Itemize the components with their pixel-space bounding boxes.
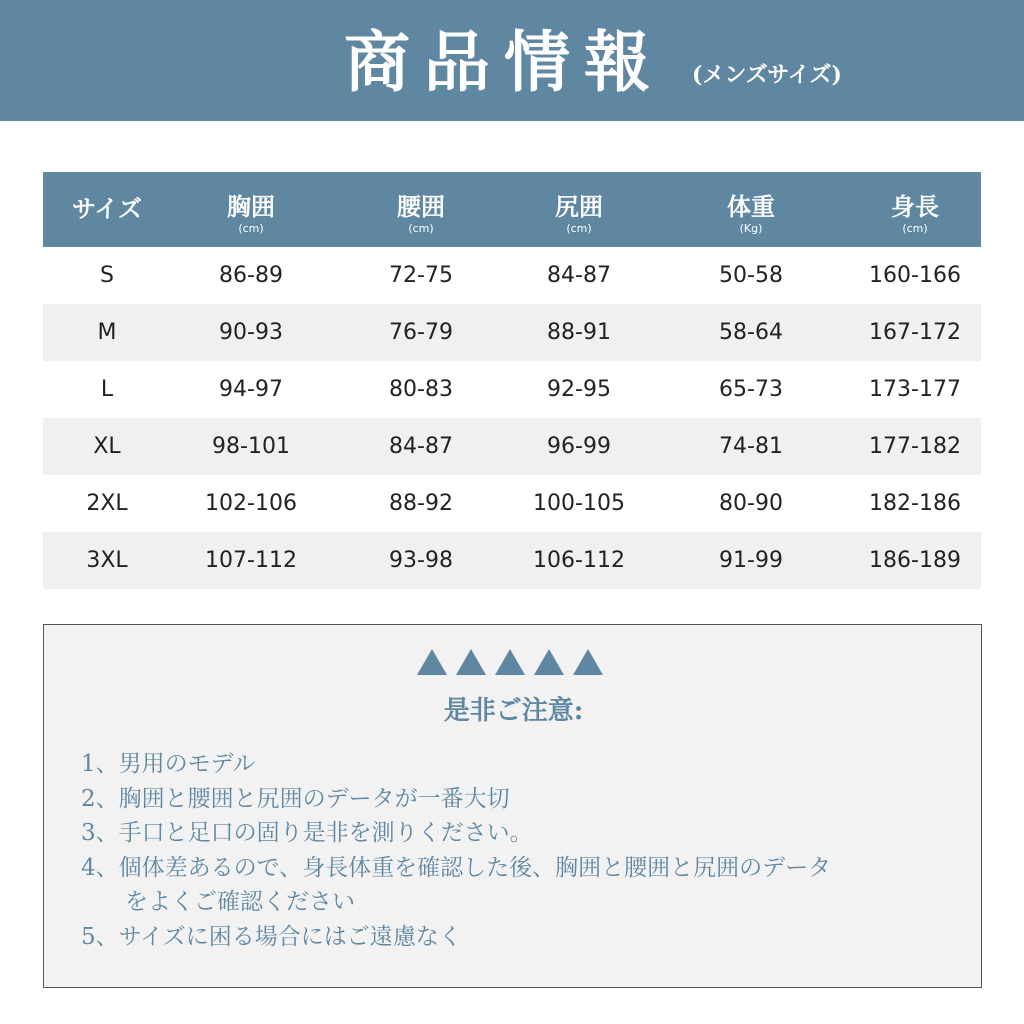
page-title: 商品情報 [344,23,664,101]
chest-cell: 94-97 [219,377,283,402]
notice-item: 1、男用のモデル [81,751,256,777]
chest-cell: 107-112 [205,548,297,573]
warning-triangle-icon [495,649,525,675]
table-row [43,247,981,304]
height-cell: 167-172 [869,320,961,345]
header-weight [671,172,831,247]
table-row [43,418,981,475]
hip-cell: 96-99 [547,434,611,459]
header-label: 体重 [727,192,775,221]
hip-cell: 100-105 [533,491,625,516]
header-hip [499,172,659,247]
size-cell: 3XL [86,548,128,573]
size-cell: 2XL [86,491,128,516]
hip-cell: 92-95 [547,377,611,402]
notice-list [81,747,961,954]
chest-cell: 102-106 [205,491,297,516]
header-unit: (cm) [902,222,928,235]
weight-cell: 50-58 [719,263,783,288]
header-height [835,172,995,247]
chest-cell: 90-93 [219,320,283,345]
header-size [43,172,171,247]
height-cell: 186-189 [869,548,961,573]
notice-item: をよくご確認ください [125,889,355,915]
table-row [43,304,981,361]
weight-cell: 80-90 [719,491,783,516]
header-unit: (cm) [238,222,264,235]
warning-triangle-icon [573,649,603,675]
size-table-body [43,247,981,589]
page-subtitle: (メンズサイズ) [692,62,842,88]
header-label: 身長 [891,192,939,221]
height-cell: 182-186 [869,491,961,516]
waist-cell: 80-83 [389,377,453,402]
header-unit: (cm) [566,222,592,235]
notice-title: 是非ご注意: [443,696,584,726]
size-table-header [43,172,981,247]
warning-triangle-icon [456,649,486,675]
table-row [43,532,981,589]
size-cell: L [100,377,114,402]
weight-cell: 65-73 [719,377,783,402]
height-cell: 160-166 [869,263,961,288]
warning-triangles [417,649,617,677]
header-label: 胸囲 [227,192,275,221]
notice-item: 5、サイズに困る場合にはご遠慮なく [81,923,462,950]
table-row [43,361,981,418]
header-label: 尻囲 [555,192,603,221]
header-unit: (cm) [408,222,434,235]
warning-triangle-icon [417,649,447,675]
hip-cell: 106-112 [533,548,625,573]
table-row [43,475,981,532]
height-cell: 173-177 [869,377,961,402]
hip-cell: 84-87 [547,263,611,288]
warning-triangle-icon [534,649,564,675]
waist-cell: 88-92 [389,491,453,516]
weight-cell: 58-64 [719,320,783,345]
header-chest [171,172,331,247]
chest-cell: 86-89 [219,263,283,288]
notice-item: 3、手口と足口の固り是非を測りください。 [81,820,533,846]
header-unit: (Kg) [739,222,763,235]
notice-item: 4、個体差あるので、身長体重を確認した後、胸囲と腰囲と尻囲のデータ [81,854,832,881]
notice-box [43,624,982,988]
notice-item: 2、胸囲と腰囲と尻囲のデータが一番大切 [81,785,510,812]
header-label: サイズ [71,194,143,223]
header-banner [0,0,1024,121]
weight-cell: 74-81 [719,434,783,459]
header-waist [341,172,501,247]
waist-cell: 84-87 [389,434,453,459]
size-cell: XL [93,434,121,459]
chest-cell: 98-101 [212,434,290,459]
height-cell: 177-182 [869,434,961,459]
hip-cell: 88-91 [547,320,611,345]
size-cell: S [100,263,114,288]
size-cell: M [97,320,117,345]
waist-cell: 93-98 [389,548,453,573]
waist-cell: 72-75 [389,263,453,288]
weight-cell: 91-99 [719,548,783,573]
waist-cell: 76-79 [389,320,453,345]
header-label: 腰囲 [397,192,445,221]
